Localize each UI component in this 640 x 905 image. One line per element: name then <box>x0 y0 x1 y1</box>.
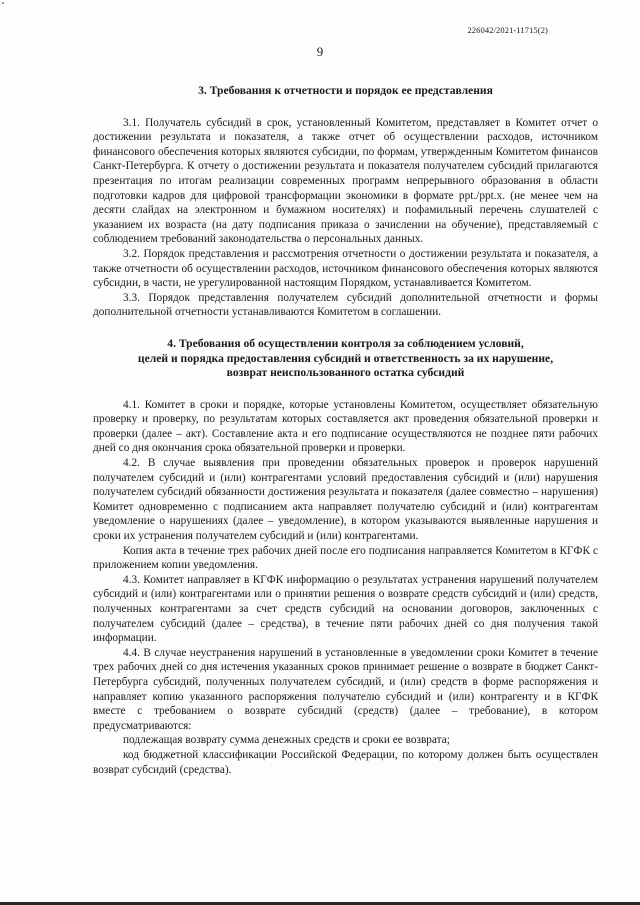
paragraph-4-3: 4.3. Комитет направляет в КГФК информацию о результатах устранения нарушений получателем субсидий и (или) контрагентами или о принятии решения о возврате средств субсидий и (или) средств, полученных контрагентами за счет средств субсидий на основании договоров, заключенных с получателем субсидий (далее – средства), в течение пяти рабочих дней со дня получения такой информации. <box>93 573 598 645</box>
document-body <box>93 84 598 777</box>
section-4-title-line: 4. Требования об осуществлении контроля за соблюдением условий, <box>167 336 524 350</box>
section-4-title <box>93 337 598 381</box>
paragraph-4-2-copy: Копия акта в течение трех рабочих дней после его подписания направляется Комитетом в КГФК с приложением копии уведомления. <box>93 544 598 572</box>
document-number: 226042/2021-11715(2) <box>467 25 548 35</box>
page-number: 9 <box>316 44 324 59</box>
section-4-title-line: целей и порядка предоставления субсидий и ответственность за их нарушение, <box>137 351 554 365</box>
paragraph-4-1: 4.1. Комитет в сроки и порядке, которые установлены Комитетом, осуществляет обязательную проверку и проверку, по результатам которых составляется акт проведения обязательной проверки и проверки (далее – акт). Составление акта и его подписание осуществляются не позднее пяти рабочих дней со дня окончания срока обязательной проверки и проверки. <box>93 398 598 455</box>
paragraph-4-4-item-amount: подлежащая возврату сумма денежных средств и сроки ее возврата; <box>123 734 450 747</box>
paragraph-4-4-item-code: код бюджетной классификации Российской Федерации, по которому должен быть осуществлен возврат субсидий (средства). <box>93 748 598 776</box>
paragraph-4-2: 4.2. В случае выявления при проведении обязательных проверок и проверок нарушений получателем субсидий и (или) контрагентами условий предоставления субсидий и (или) нарушения получателем субсидий обязанности достижения результата и показателя (далее совместно – нарушения) Комитет одновременно с подписанием акта направляет получателю субсидий и (или) контрагентам уведомление о нарушениях (далее – уведомление), в котором указываются выявленные нарушения и сроки их устранения получателем субсидий и (или) контрагентами. <box>93 457 598 543</box>
paragraph-3-3: 3.3. Порядок представления получателем субсидий дополнительной отчетности и формы дополнительной отчетности устанавливаются Комитетом в соглашении. <box>93 291 598 319</box>
paragraph-4-4: 4.4. В случае неустранения нарушений в установленные в уведомлении сроки Комитет в течение трех рабочих дней со дня истечения указанных сроков принимает решение о возврате в бюджет Санкт-Петербурга субсидий, полученных получателем субсидий, и (или) средств в форме распоряжения и направляет копию указанного распоряжения получателю субсидий и (или) контрагенту и в КГФК вместе с требованием о возврате субсидий (средств) (далее – требование), в котором предусматриваются: <box>93 646 598 732</box>
scan-artifact <box>2 2 4 4</box>
paragraph-3-1: 3.1. Получатель субсидий в срок, установленный Комитетом, представляет в Комитет отчет о достижении результата и показателя, а также отчет об осуществлении расходов, источником финансового обеспечения которых являются субсидии, по формам, утвержденным Комитетом финансов Санкт-Петербурга. К отчету о достижении результата и показателя получателем субсидий прилагаются презентация по итогам реализации современных программ непрерывного образования в области подготовки кадров для цифровой трансформации экономики в формате ppt./ppt.x. (не менее чем на десяти слайдах на электронном и бумажном носителях) и пофамильный перечень слушателей с указанием их возраста (на дату подписания приказа о зачислении на обучение), представляемый с соблюдением требований законодательства о персональных данных. <box>93 116 598 246</box>
paragraph-3-2: 3.2. Порядок представления и рассмотрения отчетности о достижении результата и показателя, а также отчетности об осуществлении расходов, источником финансового обеспечения которых являются субсидии, в части, не урегулированной настоящим Порядком, устанавливается Комитетом. <box>93 247 598 290</box>
section-3-title: 3. Требования к отчетности и порядок ее представления <box>198 84 493 97</box>
section-4-title-line: возврат неиспользованного остатка субсидий <box>226 366 465 380</box>
